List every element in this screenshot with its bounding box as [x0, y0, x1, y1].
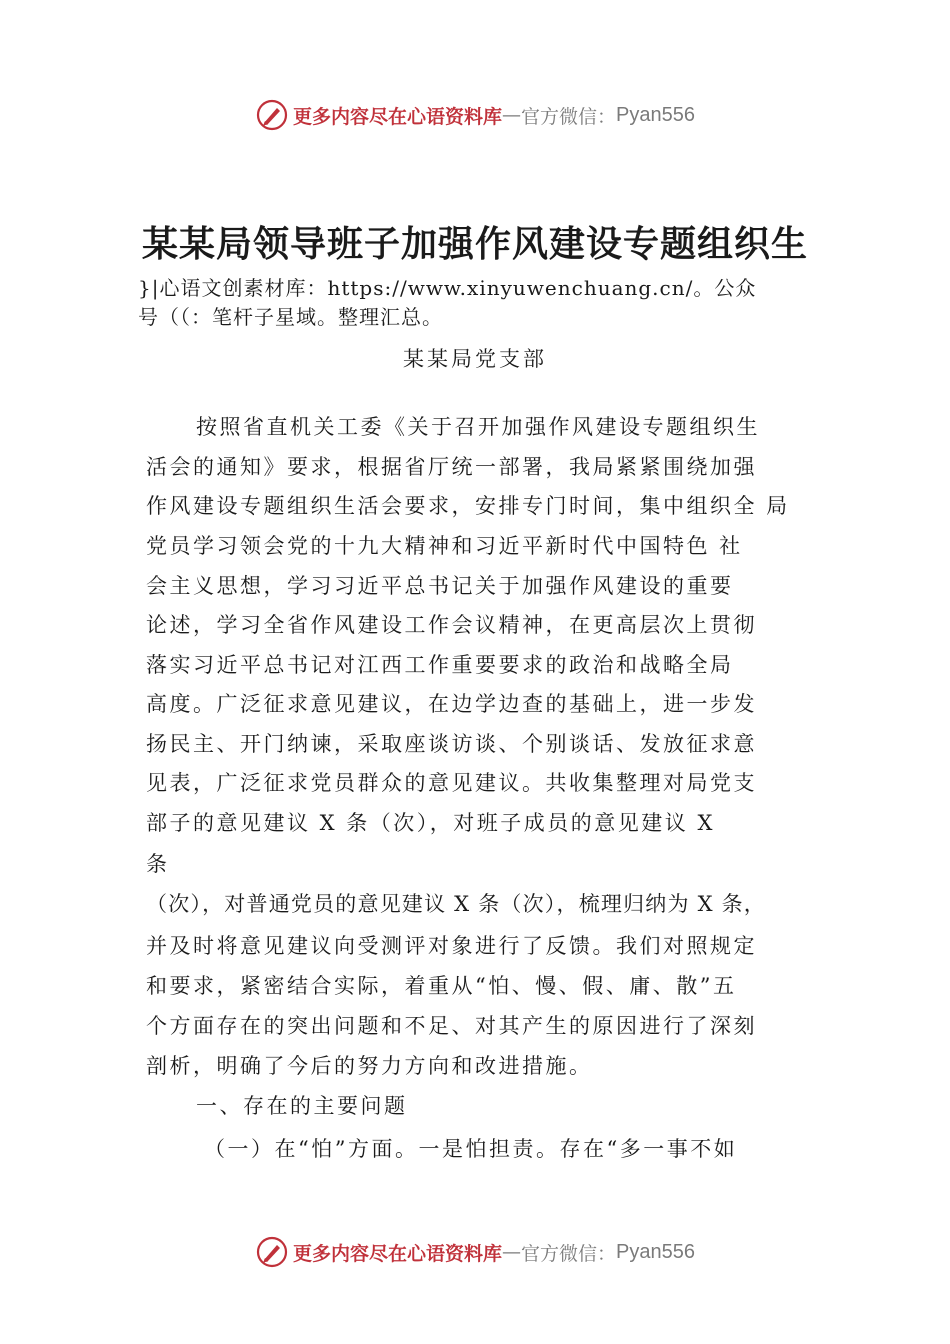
body-line: 高度。广泛征求意见建议，在边学边查的基础上，进一步发: [146, 692, 757, 716]
pen-logo-icon: [255, 98, 289, 132]
body-line: 作风建设专题组织生活会要求，安排专门时间，集中组织全 局: [146, 494, 790, 518]
document-title: 某某局领导班子加强作风建设专题组织生: [141, 223, 808, 265]
pen-logo-icon: [255, 1235, 289, 1269]
banner-wechat-id: Pyan556: [616, 103, 695, 126]
body-line: 论述，学习全省作风建设工作会议精神，在更高层次上贯彻: [146, 613, 757, 637]
banner-wechat-label: 官方微信：: [521, 105, 617, 128]
body-line: 落实习近平总书记对江西工作重要要求的政治和战略全局: [146, 653, 734, 677]
body-line: 党员学习领会党的十九大精神和习近平新时代中国特色 社: [146, 534, 743, 558]
banner-separator: —: [502, 1241, 522, 1263]
footer-banner: [0, 1232, 950, 1272]
body-line: 条: [146, 852, 170, 876]
document-subtitle: 某某局党支部: [403, 347, 547, 371]
body-line: 见表，广泛征求党员群众的意见建议。共收集整理对局党支: [146, 771, 757, 795]
source-line-1: }|心语文创素材库：https://www.xinyuwenchuang.cn/。公众: [138, 276, 757, 300]
body-line: 剖析，明确了今后的努力方向和改进措施。: [146, 1054, 593, 1078]
body-line: 部子的意见建议 X 条（次），对班子成员的意见建议 X: [146, 811, 715, 835]
section-heading: 一、存在的主要问题: [196, 1094, 408, 1118]
body-line: （一）在“怕”方面。一是怕担责。存在“多一事不如: [204, 1137, 738, 1161]
banner-highlight: 更多内容尽在心语资料库: [293, 105, 503, 128]
banner-wechat-id: Pyan556: [616, 1240, 695, 1263]
header-banner: [0, 95, 950, 135]
body-line: 个方面存在的突出问题和不足、对其产生的原因进行了深刻: [146, 1014, 757, 1038]
banner-separator: —: [502, 104, 522, 126]
body-line: 扬民主、开门纳谏，采取座谈访谈、个别谈话、发放征求意: [146, 732, 757, 756]
body-line: （次），对普通党员的意见建议 X 条（次），梳理归纳为 X 条，: [146, 892, 766, 916]
body-line: 会主义思想，学习习近平总书记关于加强作风建设的重要: [146, 574, 734, 598]
body-line: 按照省直机关工委《关于召开加强作风建设专题组织生: [196, 415, 760, 439]
banner-wechat-label: 官方微信：: [521, 1242, 617, 1265]
body-line: 和要求，紧密结合实际，着重从“怕、慢、假、庸、散”五: [146, 974, 737, 998]
body-line: 并及时将意见建议向受测评对象进行了反馈。我们对照规定: [146, 934, 757, 958]
banner-highlight: 更多内容尽在心语资料库: [293, 1242, 503, 1265]
body-line: 活会的通知》要求，根据省厅统一部署，我局紧紧围绕加强: [146, 455, 757, 479]
source-line-2: 号（（：笔杆子星域。整理汇总。: [138, 305, 443, 329]
